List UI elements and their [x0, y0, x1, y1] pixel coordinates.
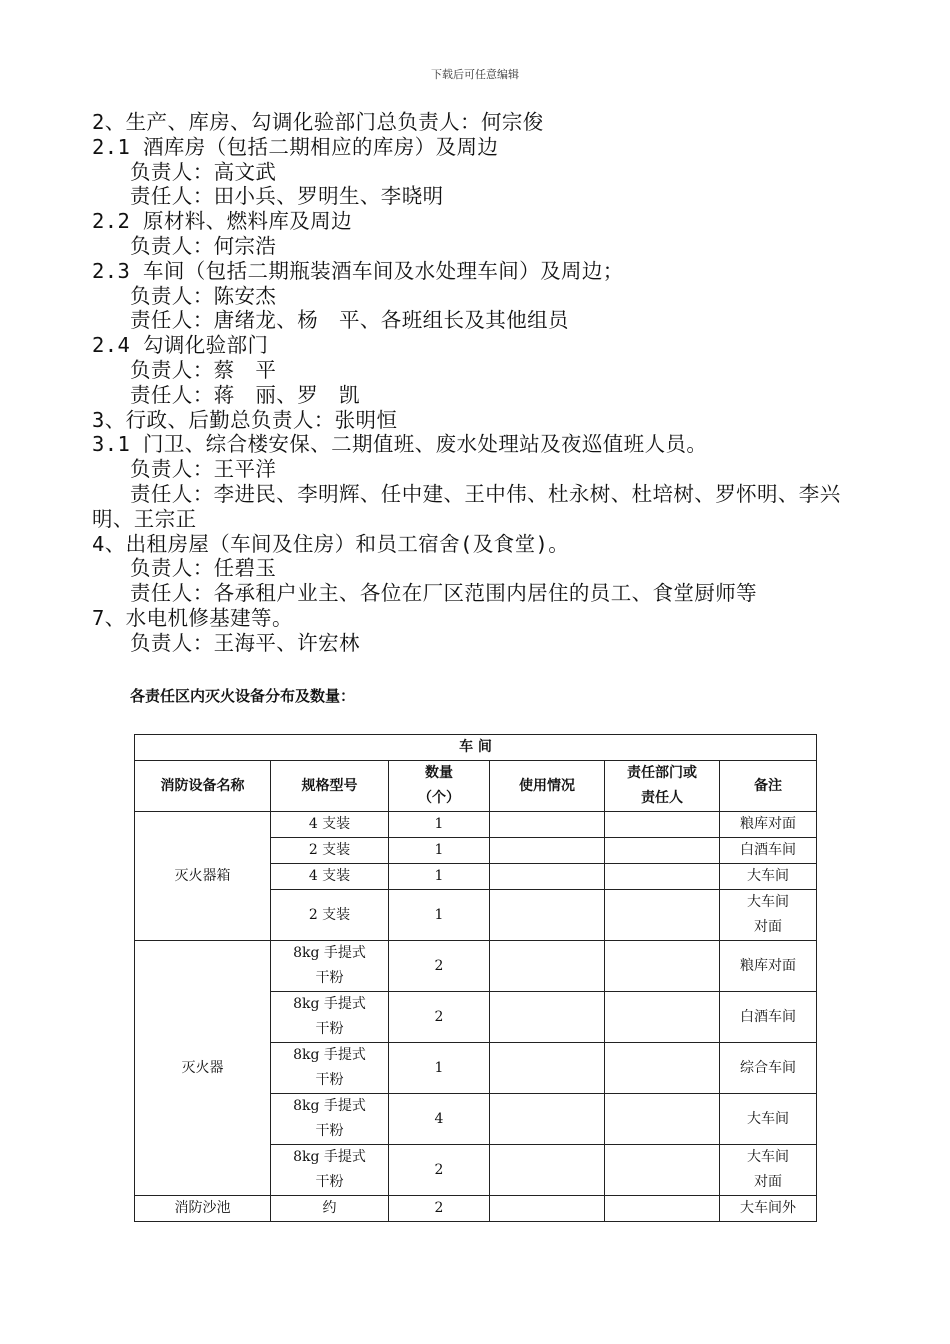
table-row	[135, 1196, 817, 1222]
table-row	[135, 941, 817, 992]
text-line: 责任人：田小兵、罗明生、李晓明	[130, 184, 444, 209]
spec-cell-text-line2: 干粉	[315, 1021, 344, 1037]
text-line: 负责人：任碧玉	[130, 556, 277, 581]
text-line: 2、生产、库房、勾调化验部门总负责人：何宗俊	[92, 110, 544, 134]
text-line: 3、行政、后勤总负责人：张明恒	[92, 407, 398, 432]
note-cell	[720, 1094, 817, 1145]
spec-cell-text: 8kg 手提式	[293, 996, 366, 1012]
usage-cell	[490, 1145, 605, 1196]
note-cell-text: 白酒车间	[740, 1008, 796, 1025]
note-cell-text: 大车间	[747, 1149, 789, 1165]
text-line: 责任人：唐绪龙、杨 平、各班组长及其他组员	[130, 308, 569, 333]
qty-cell-text: 2	[434, 1008, 444, 1025]
text-line: 3.1 门卫、综合楼安保、二期值班、废水处理站及夜巡值班人员。	[92, 432, 708, 457]
usage-cell	[490, 1043, 605, 1094]
header-dept	[605, 761, 720, 812]
qty-cell	[389, 1094, 490, 1145]
spec-cell-text: 约	[322, 1200, 337, 1216]
dept-cell	[605, 864, 720, 890]
dept-cell	[605, 941, 720, 992]
header-qty-line2: （个）	[418, 790, 460, 806]
dept-cell	[605, 812, 720, 838]
spec-cell-text-line2: 干粉	[315, 1174, 344, 1190]
qty-cell	[389, 992, 490, 1043]
usage-cell	[490, 890, 605, 941]
spec-cell	[271, 838, 389, 864]
qty-cell-text: 1	[434, 1059, 444, 1076]
text-line: 7、水电机修基建等。	[92, 605, 293, 630]
spec-cell	[271, 890, 389, 941]
note-cell-text: 大车间外	[740, 1200, 796, 1216]
spec-cell-text: 8kg 手提式	[293, 1047, 366, 1063]
page-header: 下载后可任意编辑	[431, 68, 519, 81]
fire-equipment-table	[134, 734, 817, 1222]
note-cell	[720, 1196, 817, 1222]
note-cell-text: 大车间	[747, 868, 789, 884]
spec-cell	[271, 992, 389, 1043]
spec-cell-text: 2 支装	[308, 906, 351, 923]
note-cell	[720, 864, 817, 890]
text-line: 责任人：蒋 丽、罗 凯	[130, 382, 360, 407]
spec-cell	[271, 1145, 389, 1196]
dept-cell	[605, 1196, 720, 1222]
table-row	[135, 812, 817, 838]
equipment-name-cell: 灭火器箱	[135, 812, 271, 941]
text-line: 负责人：何宗浩	[130, 233, 277, 258]
text-line: 负责人：王海平、许宏林	[130, 630, 360, 655]
dept-cell	[605, 838, 720, 864]
text-line: 负责人：陈安杰	[130, 283, 277, 308]
text-line: 责任人：李进民、李明辉、任中建、王中伟、杜永树、杜培树、罗怀明、李兴明、王宗正	[92, 481, 841, 531]
header-name: 消防设备名称	[135, 761, 271, 812]
qty-cell	[389, 1145, 490, 1196]
spec-cell-text-line2: 干粉	[315, 1072, 344, 1088]
usage-cell	[490, 992, 605, 1043]
spec-cell	[271, 1043, 389, 1094]
header-note: 备注	[720, 761, 817, 812]
spec-cell	[271, 864, 389, 890]
equipment-name-cell: 灭火器	[135, 941, 271, 1196]
dept-cell	[605, 992, 720, 1043]
spec-cell-text: 8kg 手提式	[293, 1098, 366, 1114]
text-line: 2.2 原材料、燃料库及周边	[92, 209, 352, 234]
qty-cell	[389, 812, 490, 838]
note-cell	[720, 812, 817, 838]
note-cell	[720, 941, 817, 992]
usage-cell	[490, 812, 605, 838]
qty-cell-text: 1	[434, 868, 444, 884]
header-usage: 使用情况	[490, 761, 605, 812]
qty-cell-text: 4	[434, 1110, 444, 1127]
text-line: 责任人：各承租户业主、各位在厂区范围内居住的员工、食堂厨师等	[130, 581, 757, 606]
note-cell-text-line2: 对面	[754, 919, 782, 935]
note-cell-text-line2: 对面	[754, 1174, 782, 1190]
header-spec: 规格型号	[271, 761, 389, 812]
qty-cell-text: 1	[434, 842, 444, 858]
note-cell-text: 粮库对面	[740, 957, 796, 974]
responsibility-list	[92, 110, 867, 656]
usage-cell	[490, 838, 605, 864]
usage-cell	[490, 864, 605, 890]
spec-cell	[271, 1196, 389, 1222]
note-cell	[720, 1145, 817, 1196]
spec-cell-text: 8kg 手提式	[293, 945, 366, 961]
text-line: 2.4 勾调化验部门	[92, 333, 269, 358]
qty-cell-text: 2	[434, 1161, 444, 1178]
qty-cell	[389, 890, 490, 941]
spec-cell-text-line2: 干粉	[315, 970, 344, 986]
header-dept-line2: 责任人	[641, 790, 683, 806]
qty-cell	[389, 1043, 490, 1094]
note-cell	[720, 1043, 817, 1094]
header-qty-line1: 数量	[425, 765, 453, 781]
spec-cell-text: 4 支装	[308, 868, 351, 884]
qty-cell-text: 1	[434, 906, 444, 923]
qty-cell	[389, 864, 490, 890]
qty-cell-text: 2	[434, 1200, 444, 1216]
spec-cell-text-line2: 干粉	[315, 1123, 344, 1139]
section-title: 各责任区内灭火设备分布及数量：	[130, 687, 356, 705]
dept-cell	[605, 890, 720, 941]
note-cell-text: 白酒车间	[740, 842, 796, 858]
spec-cell	[271, 941, 389, 992]
table-body	[135, 812, 817, 1222]
text-line: 4、出租房屋（车间及住房）和员工宿舍(及食堂)。	[92, 531, 570, 556]
table-title: 车 间	[135, 735, 817, 761]
dept-cell	[605, 1145, 720, 1196]
note-cell-text: 综合车间	[740, 1059, 796, 1076]
note-cell-text: 大车间	[747, 894, 789, 910]
dept-cell	[605, 1094, 720, 1145]
text-line: 2.3 车间（包括二期瓶装酒车间及水处理车间）及周边；	[92, 258, 624, 283]
header-qty	[389, 761, 490, 812]
text-line: 负责人：高文武	[130, 159, 277, 184]
spec-cell	[271, 812, 389, 838]
qty-cell	[389, 941, 490, 992]
qty-cell	[389, 838, 490, 864]
text-line: 负责人：王平洋	[130, 457, 277, 482]
dept-cell	[605, 1043, 720, 1094]
spec-cell-text: 8kg 手提式	[293, 1149, 366, 1165]
equipment-name-cell: 消防沙池	[135, 1196, 271, 1222]
note-cell	[720, 890, 817, 941]
note-cell	[720, 838, 817, 864]
qty-cell-text: 1	[434, 816, 444, 832]
note-cell-text: 大车间	[747, 1110, 789, 1127]
text-line: 2.1 酒库房（包括二期相应的库房）及周边	[92, 134, 499, 159]
text-line: 负责人：蔡 平	[130, 357, 277, 382]
note-cell-text: 粮库对面	[740, 816, 796, 832]
usage-cell	[490, 941, 605, 992]
header-dept-line1: 责任部门或	[627, 765, 697, 781]
qty-cell-text: 2	[434, 957, 444, 974]
usage-cell	[490, 1196, 605, 1222]
spec-cell-text: 4 支装	[308, 816, 351, 832]
usage-cell	[490, 1094, 605, 1145]
spec-cell-text: 2 支装	[308, 842, 351, 858]
qty-cell	[389, 1196, 490, 1222]
note-cell	[720, 992, 817, 1043]
spec-cell	[271, 1094, 389, 1145]
